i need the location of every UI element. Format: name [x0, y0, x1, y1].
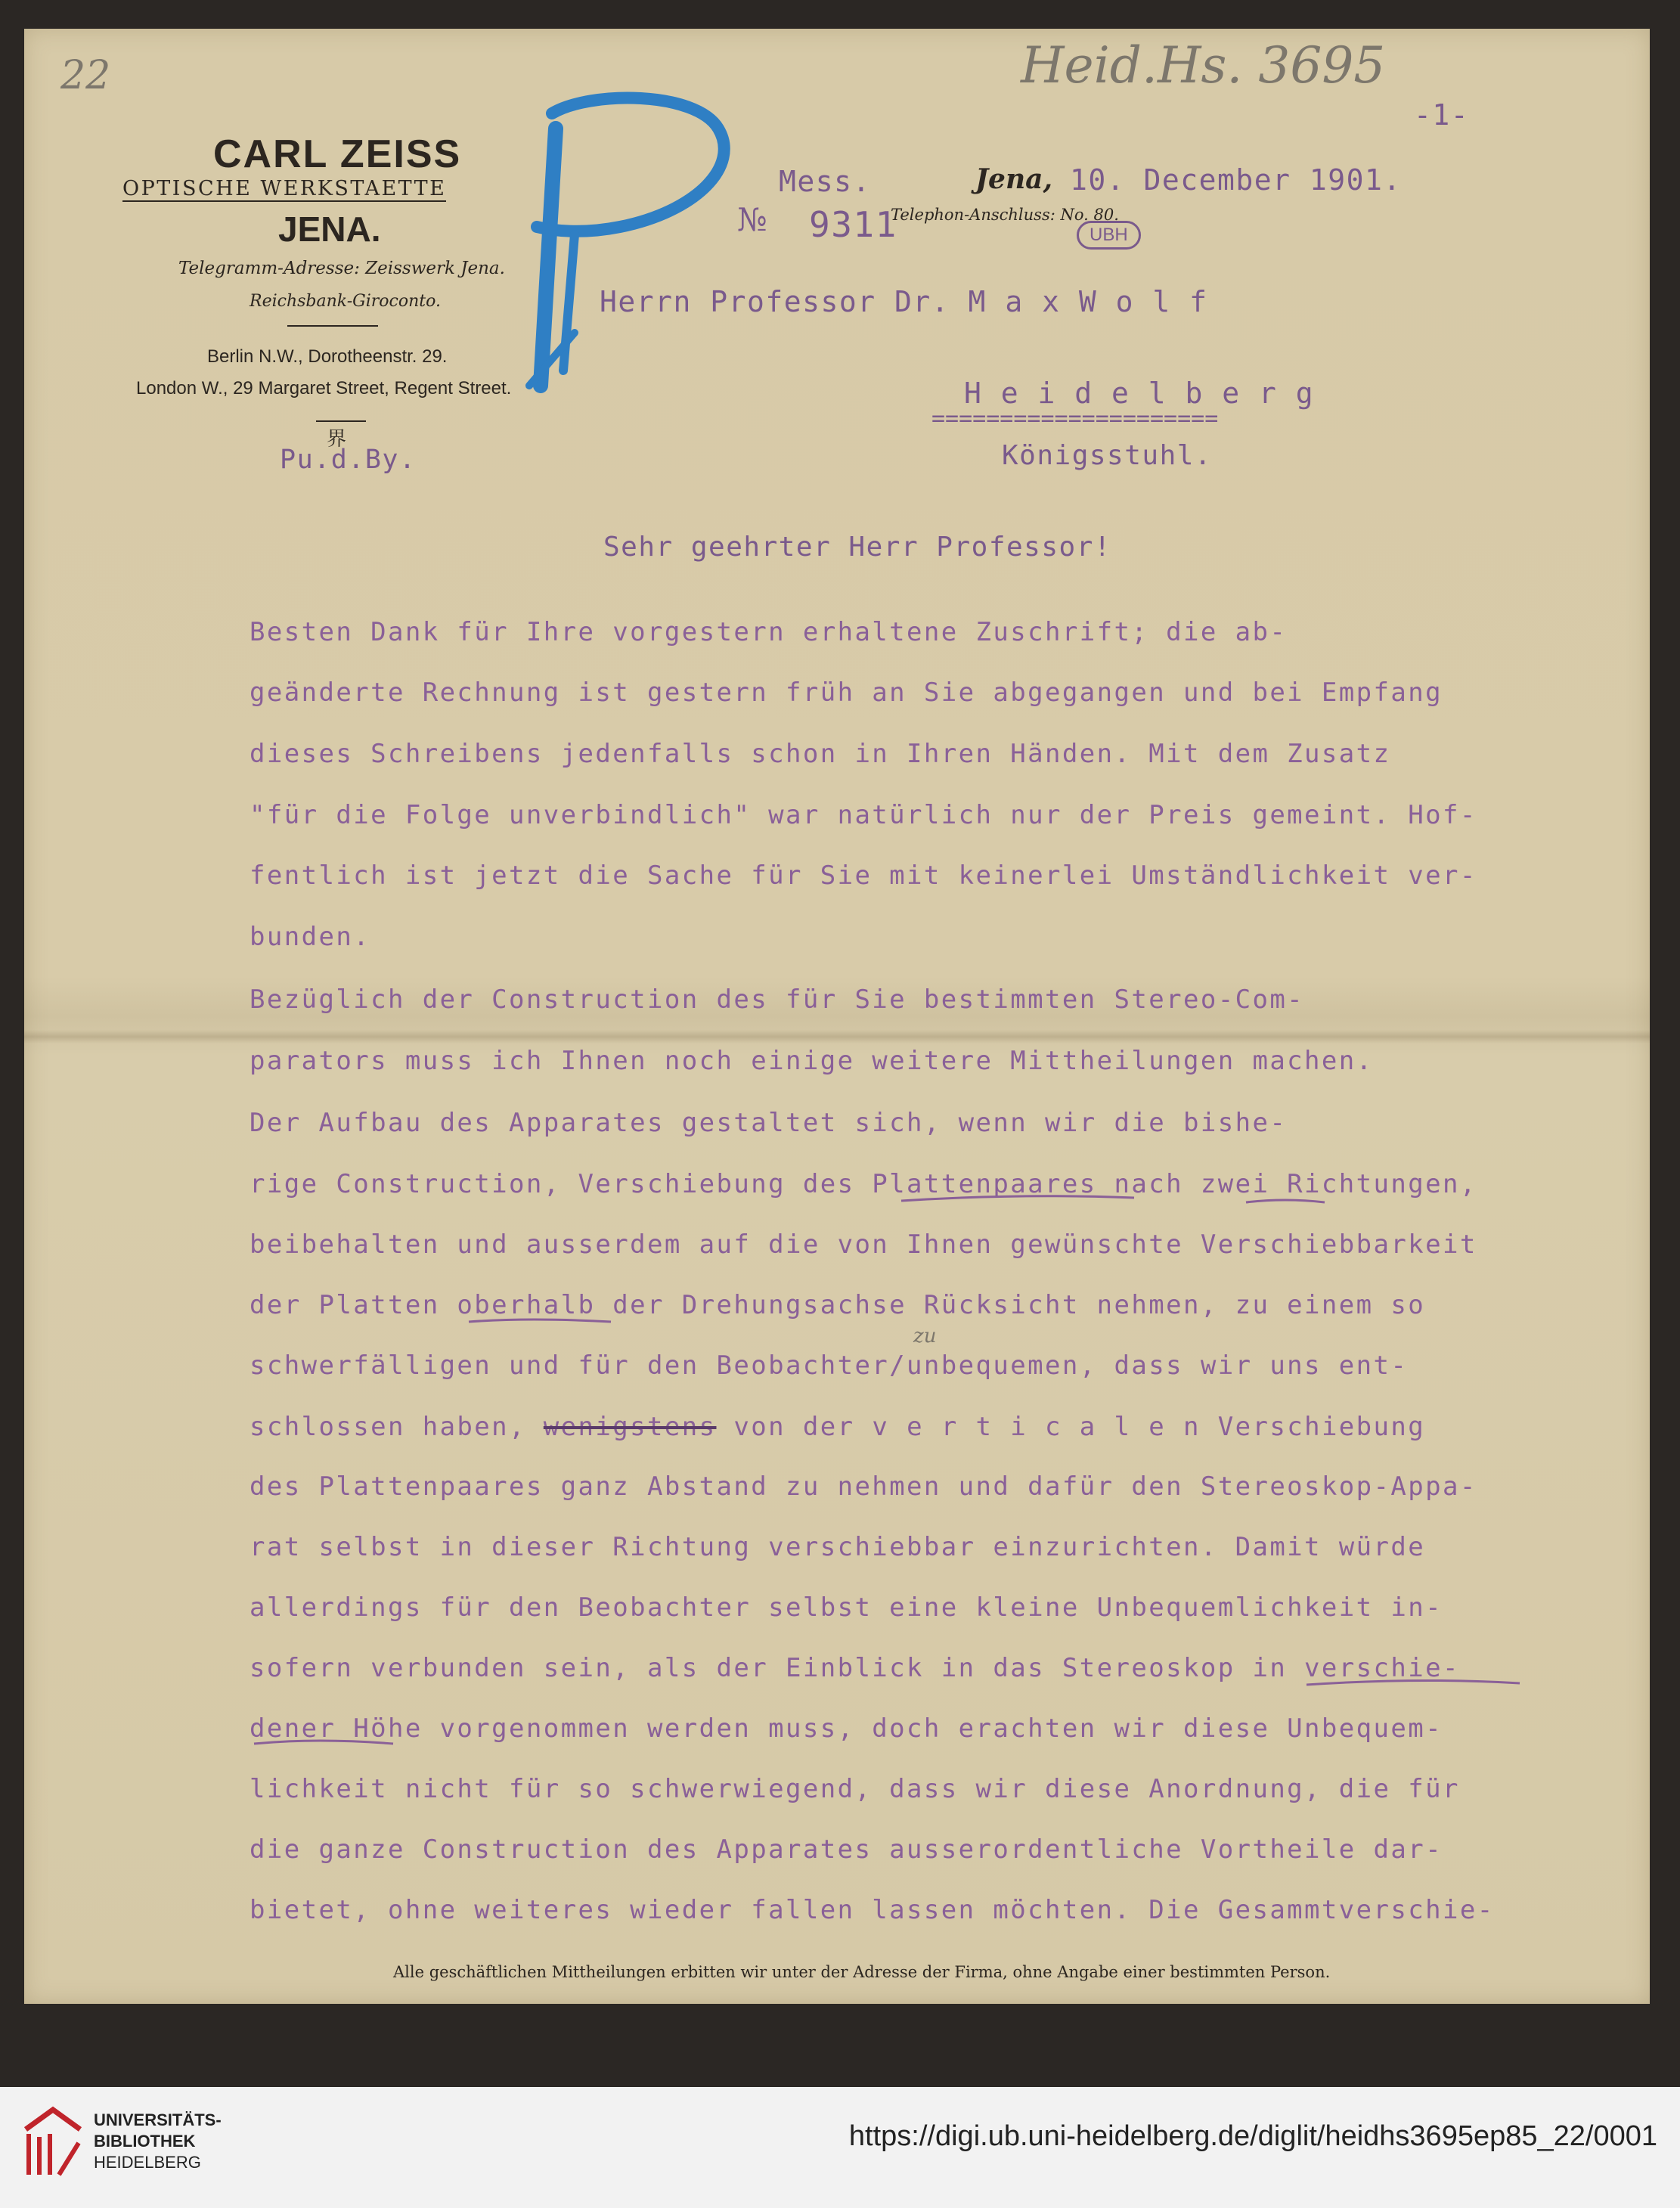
- reference-code: Pu.d.By.: [280, 445, 417, 475]
- recipient-name: Herrn Professor Dr. M a x W o l f: [600, 285, 1208, 318]
- body-line: dieses Schreibens jedenfalls schon in Ihren Händen. Mit dem Zusatz: [250, 739, 1391, 769]
- page-number: -1-: [1414, 98, 1470, 132]
- company-name: CARL ZEISS: [213, 132, 462, 176]
- recipient-city: H e i d e l b e r g: [964, 377, 1315, 410]
- struck-word: wenigstens: [543, 1412, 717, 1442]
- body-line: die ganze Construction des Apparates ausserordentliche Vortheile dar-: [250, 1834, 1443, 1865]
- department: Mess.: [779, 165, 871, 198]
- body-line: Bezüglich der Construction des für Sie bestimmten Stereo-Com-: [250, 985, 1305, 1015]
- library-name-line3: HEIDELBERG: [94, 2153, 201, 2172]
- berlin-address: Berlin N.W., Dorotheenstr. 29.: [207, 346, 448, 367]
- body-line: dener Höhe vorgenommen werden muss, doch erachten wir diese Unbequem-: [250, 1713, 1443, 1744]
- bank-info: Reichsbank-Giroconto.: [250, 292, 441, 311]
- body-line: der Platten oberhalb der Drehungsachse Rücksicht nehmen, zu einem so: [250, 1290, 1426, 1320]
- body-line: beibehalten und ausserdem auf die von Ihnen gewünschte Verschiebbarkeit: [250, 1230, 1477, 1260]
- body-line: geänderte Rechnung ist gestern früh an Sie abgegangen und bei Empfang: [250, 678, 1443, 708]
- company-city: JENA.: [278, 209, 381, 249]
- body-line: "für die Folge unverbindlich" war natürlich nur der Preis gemeint. Hof-: [250, 800, 1477, 830]
- recipient-city-underline: =====================: [931, 405, 1219, 432]
- city-label: Jena,: [975, 163, 1052, 195]
- body-line: parators muss ich Ihnen noch einige weitere Mittheilungen machen.: [250, 1046, 1374, 1076]
- library-name: [94, 2110, 222, 2173]
- telegram-address: Telegramm-Adresse: Zeisswerk Jena.: [178, 259, 505, 278]
- recipient-street: Königsstuhl.: [1002, 440, 1213, 471]
- letter-date: 10. December 1901.: [1070, 163, 1402, 197]
- insertion-mark: zu: [913, 1325, 937, 1347]
- salutation: Sehr geehrter Herr Professor!: [603, 532, 1112, 563]
- telephone-info: Telephon-Anschluss: No. 80.: [891, 206, 1119, 224]
- company-subtitle: OPTISCHE WERKSTAETTE: [122, 177, 447, 200]
- body-line: [250, 1412, 1425, 1442]
- small-divider: [316, 420, 366, 422]
- body-line: bunden.: [250, 922, 371, 952]
- letter-page: [24, 29, 1650, 2004]
- pencil-folio-number: 22: [60, 53, 111, 98]
- london-address: London W., 29 Margaret Street, Regent Street.: [136, 378, 512, 398]
- body-line: schwerfälligen und für den Beobachter/unbequemen, dass wir uns ent-: [250, 1351, 1409, 1381]
- body-line-rest: von der v e r t i c a l e n Verschiebung: [716, 1412, 1426, 1442]
- body-line: Besten Dank für Ihre vorgestern erhaltene Zuschrift; die ab-: [250, 617, 1288, 647]
- body-line: sofern verbunden sein, als der Einblick in das Stereoskop in verschie-: [250, 1653, 1460, 1683]
- body-line: des Plattenpaares ganz Abstand zu nehmen und dafür den Stereoskop-Appa-: [250, 1471, 1477, 1502]
- blue-p-mark-icon: [469, 83, 771, 401]
- body-line: lichkeit nicht für so schwerwiegend, dass wir diese Anordnung, die für: [250, 1774, 1460, 1804]
- body-line: rat selbst in dieser Richtung verschiebbar einzurichten. Damit würde: [250, 1532, 1426, 1562]
- number-symbol: №: [737, 201, 767, 238]
- body-line: Der Aufbau des Apparates gestaltet sich, wenn wir die bishe-: [250, 1108, 1288, 1138]
- body-line-start: schlossen haben,: [250, 1412, 544, 1442]
- pencil-shelfmark: Heid.Hs. 3695: [1021, 36, 1386, 95]
- small-glyph: 界: [327, 428, 347, 451]
- library-name-line1: UNIVERSITÄTS-: [94, 2110, 222, 2129]
- library-stamp: UBH: [1077, 221, 1141, 250]
- body-line: bietet, ohne weiteres wieder fallen lassen möchten. Die Gesammtverschie-: [250, 1895, 1495, 1925]
- university-library-logo-icon: [18, 2099, 88, 2182]
- letter-number: 9311: [809, 204, 897, 245]
- document-url[interactable]: https://digi.ub.uni-heidelberg.de/diglit/heidhs3695ep85_22/0001: [848, 2120, 1657, 2152]
- paper-fold: [24, 1030, 1650, 1044]
- library-name-line2: BIBLIOTHEK: [94, 2132, 196, 2151]
- body-line: allerdings für den Beobachter selbst eine kleine Unbequemlichkeit in-: [250, 1592, 1443, 1623]
- letterhead-divider: [287, 325, 378, 327]
- letterhead-footer-note: Alle geschäftlichen Mittheilungen erbitten wir unter der Adresse der Firma, ohne Angabe einer bestimmten Person.: [393, 1963, 1331, 1981]
- body-line: rige Construction, Verschiebung des Plattenpaares nach zwei Richtungen,: [250, 1169, 1477, 1199]
- body-line: fentlich ist jetzt die Sache für Sie mit keinerlei Umständlichkeit ver-: [250, 861, 1477, 891]
